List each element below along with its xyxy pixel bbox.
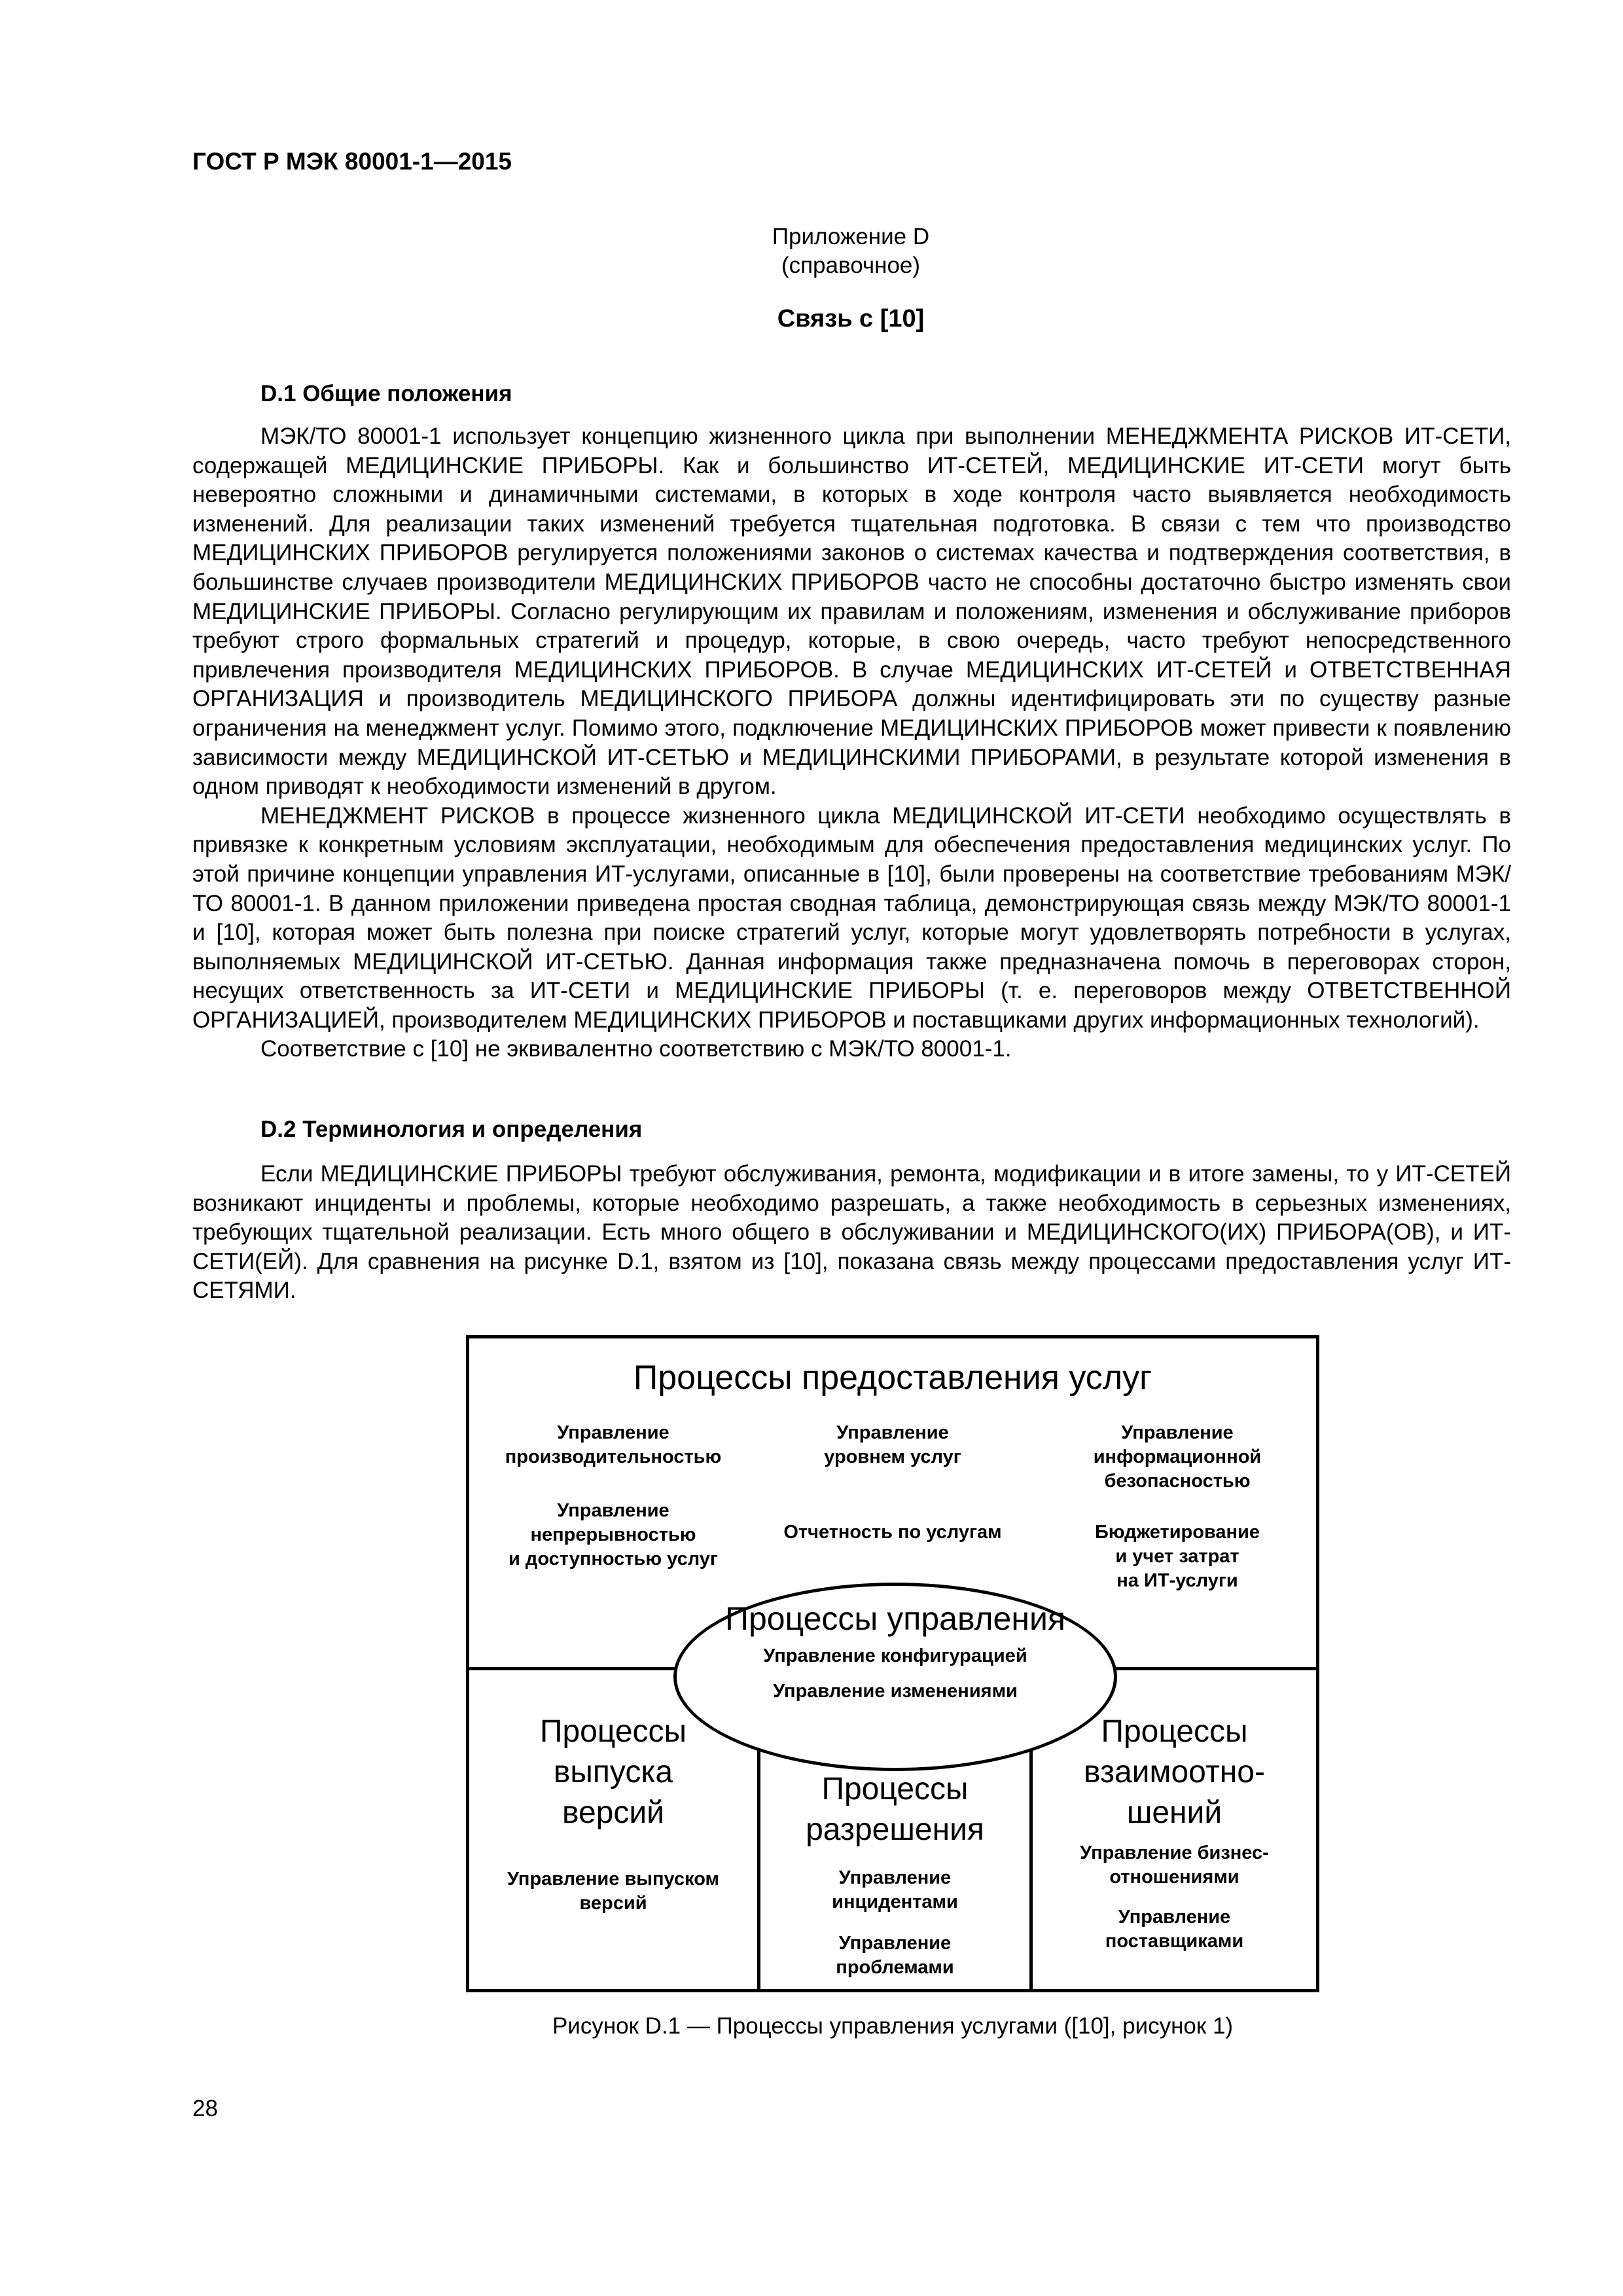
problem-management-label: Управление проблемами (836, 1933, 954, 1978)
appendix-title: Связь с [10] (777, 305, 925, 332)
budgeting-label: Бюджетирование и учет затрат на ИТ-услуги (1094, 1522, 1260, 1591)
supplier-management-label: Управление поставщиками (1105, 1907, 1244, 1952)
section-d2-body (192, 1160, 1511, 1306)
paragraph: Если МЕДИЦИНСКИЕ ПРИБОРЫ требуют обслуживания, ремонта, модификации и в итоге замены, то у ИТ-СЕТЕЙ возникают инциденты и проблемы, которые необходимо разрешать, а также необходимость в серьезных изменениях, требующих тщательной реализации. Есть много общего в обслуживании и МЕДИЦИНСКОГО(ИХ) ПРИБОРА(ОВ), и ИТ-СЕТИ(ЕЙ). Для сравнения на рисунке D.1, взятом из [10], показана связь между процессами предоставления услуг ИТ-СЕТЯМИ. (192, 1161, 1511, 1304)
diagram-title: Процессы предоставления услуг (633, 1359, 1152, 1397)
continuity-management-label: Управление непрерывностью и доступностью услуг (508, 1500, 718, 1570)
configuration-management-label: Управление конфигурацией (763, 1645, 1027, 1666)
standard-header: ГОСТ Р МЭК 80001-1—2015 (192, 148, 512, 175)
change-management-label: Управление изменениями (773, 1681, 1018, 1702)
service-level-management-label: Управление уровнем услуг (824, 1422, 961, 1467)
paragraph: МЭК/ТО 80001-1 использует концепцию жизненного цикла при выполнении МЕНЕДЖМЕНТА РИСКОВ ИТ-СЕТИ, содержащей МЕДИЦИНСКИЕ ПРИБОРЫ. Как и большинство ИТ-СЕТЕЙ, МЕДИЦИНСКИЕ ИТ-СЕТИ могут быть невероятно сложными и динамичными системами, в которых в ходе контроля часто выявляется необходимость изменений. Для реализации таких изменений требуется тщательная подготовка. В связи с тем что производство МЕДИЦИНСКИХ ПРИБОРОВ регулируется положениями законов о системах качества и подтверждения соответствия, в большинстве случаев производители МЕДИЦИНСКИХ ПРИБОРОВ часто не способны достаточно быстро изменять свои МЕДИЦИНСКИЕ ПРИБОРЫ. Согласно регулирующим их правилам и положениям, изменения и обслуживание приборов требуют строго формальных стратегий и процедур, которые, в свою очередь, часто требуют непосредственного привлечения производителя МЕДИЦИНСКИХ ПРИБОРОВ. В случае МЕДИЦИНСКИХ ИТ-СЕТЕЙ и ОТВЕТСТВЕННАЯ ОРГАНИЗАЦИЯ и производитель МЕДИЦИНСКОГО ПРИБОРА должны идентифицировать эти по существу разные ограничения на менеджмент услуг. Помимо этого, подключение МЕДИЦИНСКИХ ПРИБОРОВ может привести к появлению зависимости между МЕДИЦИНСКОЙ ИТ-СЕТЬЮ и МЕДИЦИНСКИМИ ПРИБОРАМИ, в результате которой изменения в одном приводят к необходимости изменений в другом. (192, 423, 1511, 800)
service-management-diagram (466, 1335, 1319, 1992)
section-heading-d1: D.1 Общие положения (260, 381, 512, 406)
service-reporting-label: Отчетность по услугам (783, 1522, 1002, 1543)
release-processes-title: Процессы выпуска версий (539, 1714, 687, 1830)
relationship-processes-title: Процессы взаимоотно- шений (1084, 1714, 1265, 1830)
figure-caption: Рисунок D.1 — Процессы управления услугами ([10], рисунок 1) (552, 2013, 1234, 2039)
business-relationship-label: Управление бизнес- отношениями (1080, 1842, 1269, 1888)
appendix-label: Приложение D (772, 224, 930, 249)
control-processes-title: Процессы управления (725, 1600, 1065, 1637)
release-management-label: Управление выпуском версий (507, 1869, 719, 1914)
appendix-type: (справочное) (781, 253, 921, 278)
security-management-label: Управление информационной безопасностью (1093, 1422, 1262, 1492)
performance-management-label: Управление производительностью (505, 1422, 722, 1467)
control-processes-ellipse (673, 1583, 1117, 1771)
section-d1-body (192, 422, 1511, 1064)
page-number: 28 (192, 2096, 218, 2121)
incident-management-label: Управление инцидентами (832, 1867, 958, 1912)
resolution-processes-title: Процессы разрешения (806, 1772, 984, 1847)
paragraph: Соответствие с [10] не эквивалентно соответствию с МЭК/ТО 80001-1. (260, 1036, 1012, 1062)
appendix-label-block (674, 223, 1027, 280)
section-heading-d2: D.2 Терминология и определения (260, 1117, 643, 1142)
paragraph: МЕНЕДЖМЕНТ РИСКОВ в процессе жизненного цикла МЕДИЦИНСКОЙ ИТ-СЕТИ необходимо осуществлять в привязке к конкретным условиям эксплуатации, необходимым для обеспечения предоставления медицинских услуг. По этой причине концепции управления ИТ-услугами, описанные в [10], были проверены на соответствие требованиям МЭК/ТО 80001-1. В данном приложении приведена простая сводная таблица, демонстрирующая связь между МЭК/ТО 80001-1 и [10], которая может быть полезна при поиске стратегий услуг, которые могут удовлетворять потребности в услугах, выполняемых МЕДИЦИНСКОЙ ИТ-СЕТЬЮ. Данная информация также предназначена помочь в переговорах сторон, несущих ответственность за ИТ-СЕТИ и МЕДИЦИНСКИЕ ПРИБОРЫ (т. е. переговоров между ОТВЕТСТВЕННОЙ ОРГАНИЗАЦИЕЙ, производителем МЕДИЦИНСКИХ ПРИБОРОВ и поставщиками других информационных технологий). (192, 802, 1511, 1033)
